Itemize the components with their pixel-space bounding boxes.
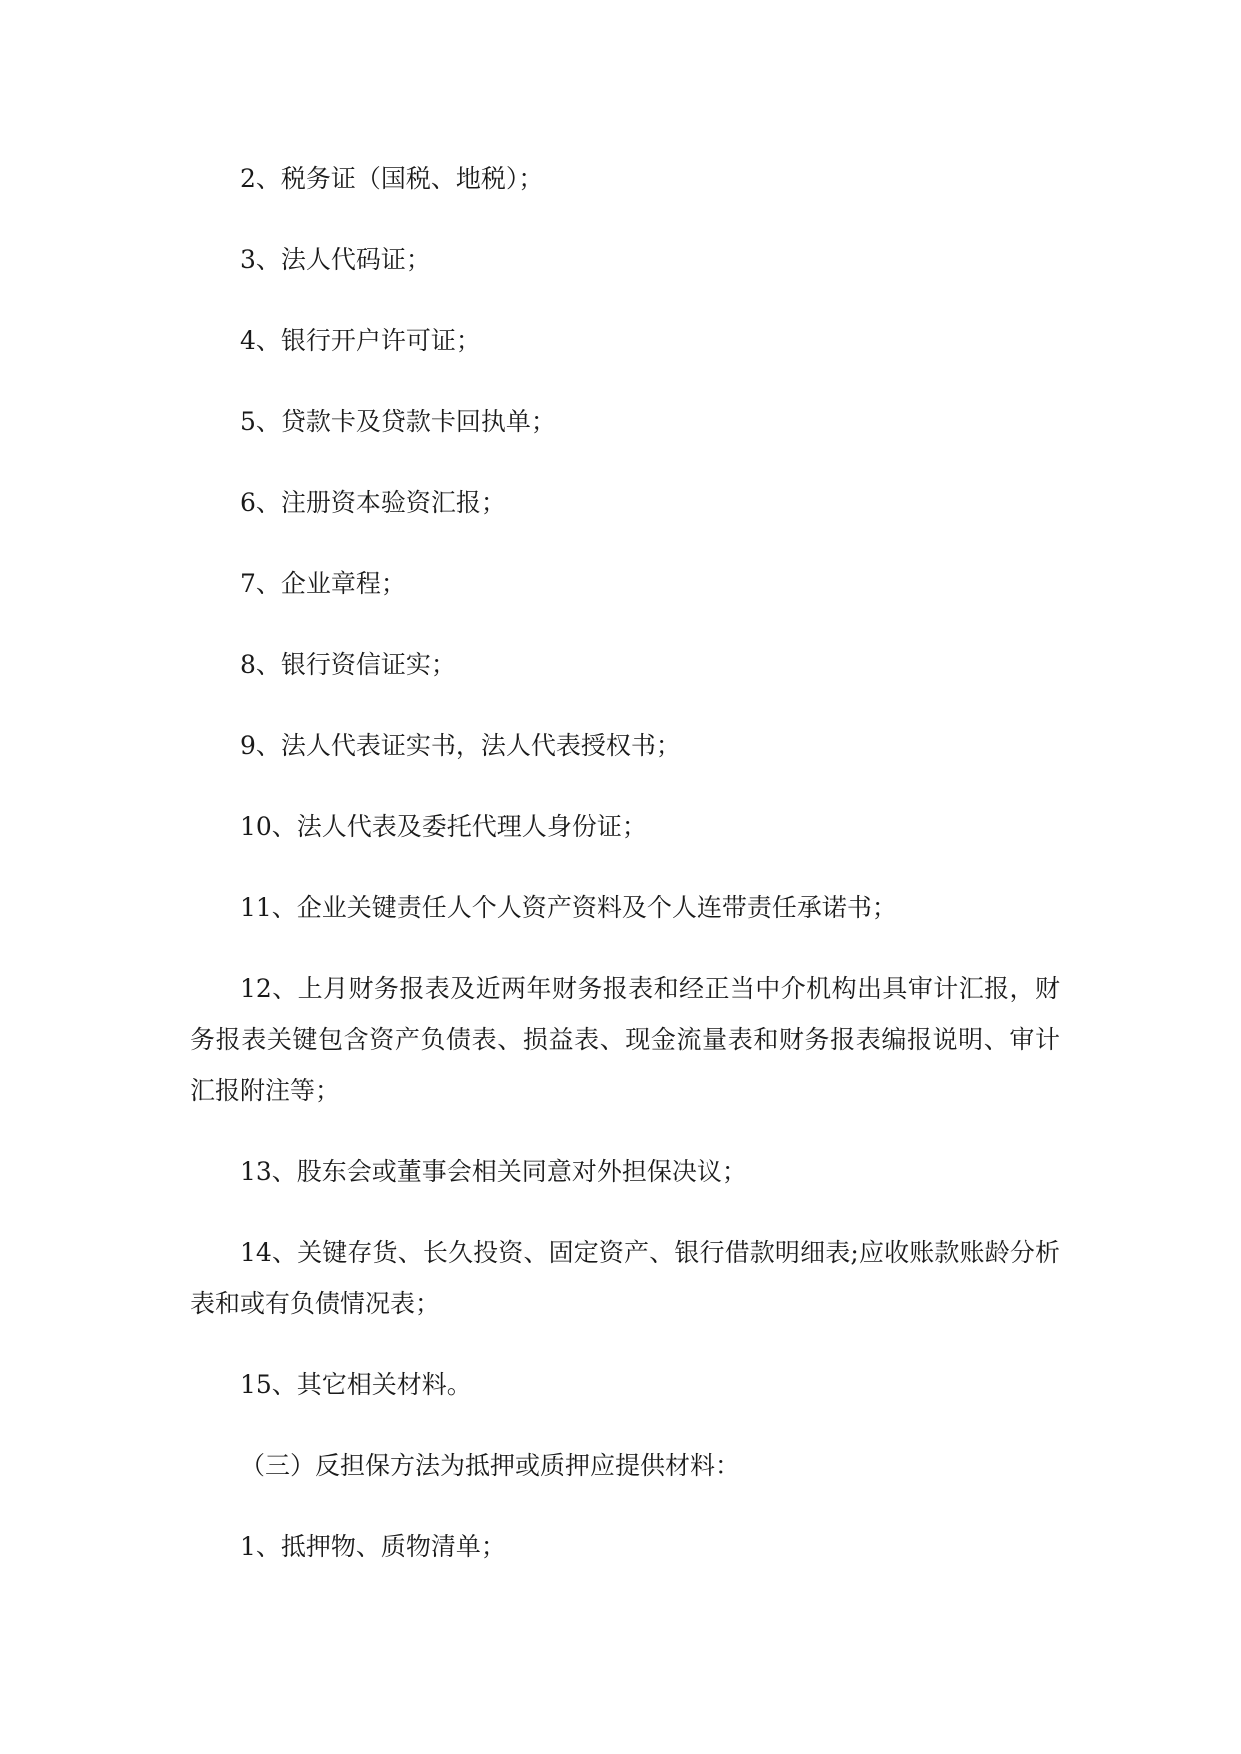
- paragraph-item-11: 11、企业关键责任人个人资产资料及个人连带责任承诺书；: [240, 893, 897, 922]
- paragraph-item-2: 2、税务证（国税、地税）；: [240, 164, 544, 193]
- paragraph-item-6: 6、注册资本验资汇报；: [240, 488, 506, 517]
- paragraph-item-8: 8、银行资信证实；: [240, 650, 456, 679]
- paragraph-item-10: 10、法人代表及委托代理人身份证；: [240, 812, 647, 841]
- paragraph-item-15: 15、其它相关材料。: [240, 1370, 472, 1399]
- paragraph-item-5: 5、贷款卡及贷款卡回执单；: [240, 407, 556, 436]
- paragraph-item-1: 1、抵押物、质物清单；: [240, 1532, 506, 1561]
- paragraph-item-4: 4、银行开户许可证；: [240, 326, 481, 355]
- paragraph-item-14: 14、关键存货、长久投资、固定资产、银行借款明细表;应收账款账龄分析表和或有负债情况表；: [190, 1238, 1060, 1318]
- paragraph-item-12: 12、上月财务报表及近两年财务报表和经正当中介机构出具审计汇报，财务报表关键包含资产负债表、损益表、现金流量表和财务报表编报说明、审计汇报附注等；: [190, 974, 1060, 1105]
- paragraph-item-13: 13、股东会或董事会相关同意对外担保决议；: [240, 1157, 747, 1186]
- paragraph-item-3: 3、法人代码证；: [240, 245, 431, 274]
- paragraph-item-7: 7、企业章程；: [240, 569, 406, 598]
- section-heading-3: （三）反担保方法为抵押或质押应提供材料：: [240, 1451, 741, 1480]
- paragraph-item-9: 9、法人代表证实书，法人代表授权书；: [240, 731, 681, 760]
